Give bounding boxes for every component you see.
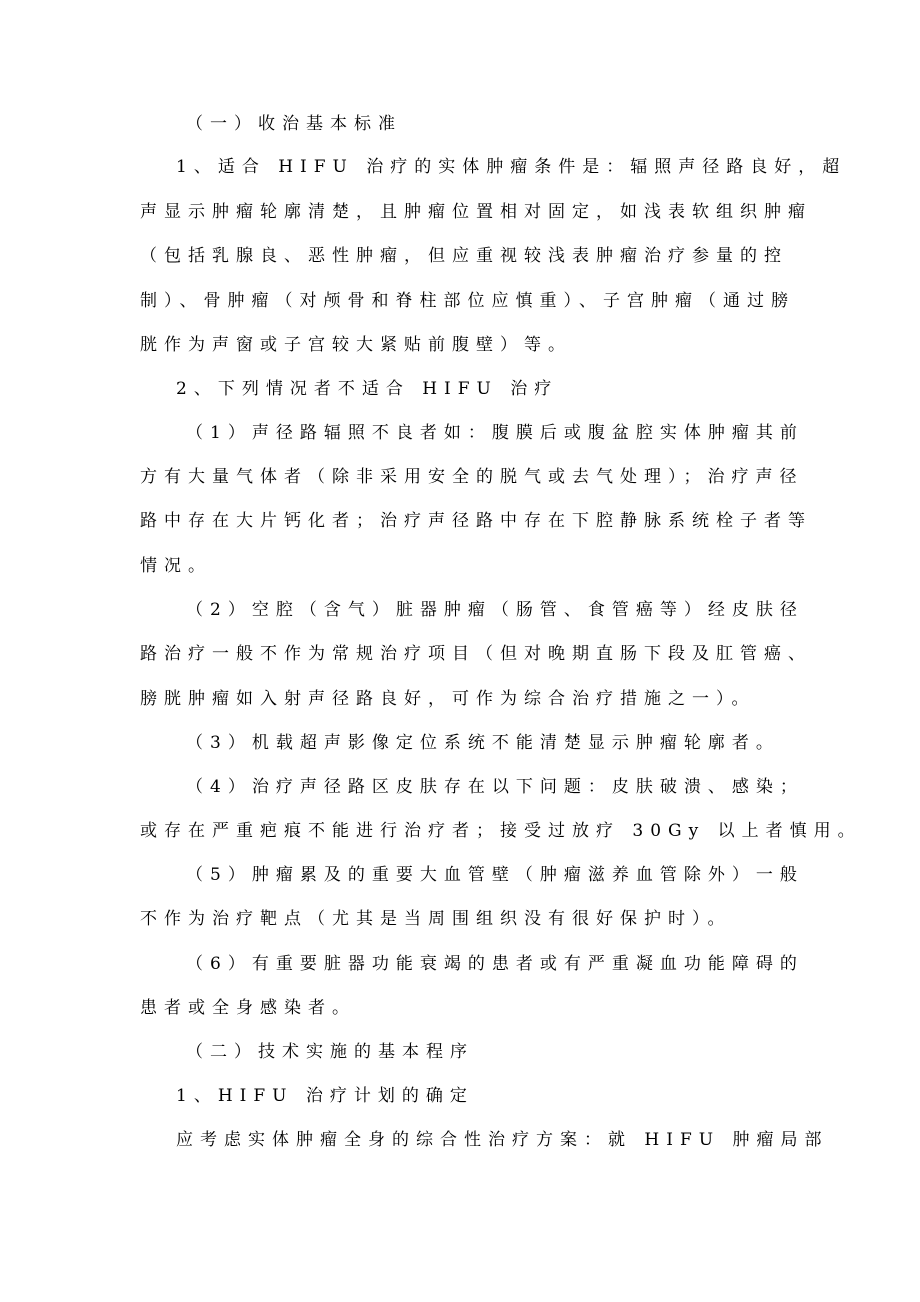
paragraph-line: 1、适合 HIFU 治疗的实体肿瘤条件是：辐照声径路良好，超 [176, 157, 847, 177]
paragraph-line: （5）肿瘤累及的重要大血管壁（肿瘤滋养血管除外）一般 [186, 865, 804, 885]
paragraph-line: 膀胱肿瘤如入射声径路良好，可作为综合治疗措施之一）。 [140, 689, 756, 709]
paragraph-line: （6）有重要脏器功能衰竭的患者或有严重凝血功能障碍的 [186, 954, 804, 974]
subheading: 1、HIFU 治疗计划的确定 [176, 1086, 474, 1106]
paragraph-line: 路中存在大片钙化者；治疗声径路中存在下腔静脉系统栓子者等 [140, 511, 812, 531]
section-heading: （一）收治基本标准 [186, 114, 402, 134]
paragraph-line: 路治疗一般不作为常规治疗项目（但对晚期直肠下段及肛管癌、 [140, 644, 812, 664]
paragraph-line: （包括乳腺良、恶性肿瘤，但应重视较浅表肿瘤治疗参量的控 [140, 246, 788, 266]
paragraph-line: （3）机载超声影像定位系统不能清楚显示肿瘤轮廓者。 [186, 733, 780, 753]
paragraph-line: 方有大量气体者（除非采用安全的脱气或去气处理）；治疗声径 [140, 467, 804, 487]
paragraph-line: 情况。 [140, 556, 212, 576]
paragraph-line: 患者或全身感染者。 [140, 998, 356, 1018]
section-heading: （二）技术实施的基本程序 [186, 1042, 474, 1062]
subheading: 2、下列情况者不适合 HIFU 治疗 [176, 379, 559, 399]
paragraph-line: 或存在严重疤痕不能进行治疗者；接受过放疗 30Gy 以上者慎用。 [140, 821, 862, 841]
paragraph-line: （1）声径路辐照不良者如：腹膜后或腹盆腔实体肿瘤其前 [186, 423, 804, 443]
paragraph-line: 不作为治疗靶点（尤其是当周围组织没有很好保护时）。 [140, 909, 732, 929]
paragraph-line: 制）、骨肿瘤（对颅骨和脊柱部位应慎重）、子宫肿瘤（通过膀 [140, 291, 795, 311]
paragraph-line: 胱作为声窗或子宫较大紧贴前腹壁）等。 [140, 335, 572, 355]
paragraph-line: （2）空腔（含气）脏器肿瘤（肠管、食管癌等）经皮肤径 [186, 600, 804, 620]
paragraph-line: 应考虑实体肿瘤全身的综合性治疗方案：就 HIFU 肿瘤局部 [176, 1130, 829, 1150]
paragraph-line: （4）治疗声径路区皮肤存在以下问题：皮肤破溃、感染； [186, 777, 804, 797]
paragraph-line: 声显示肿瘤轮廓清楚，且肿瘤位置相对固定，如浅表软组织肿瘤 [140, 202, 812, 222]
